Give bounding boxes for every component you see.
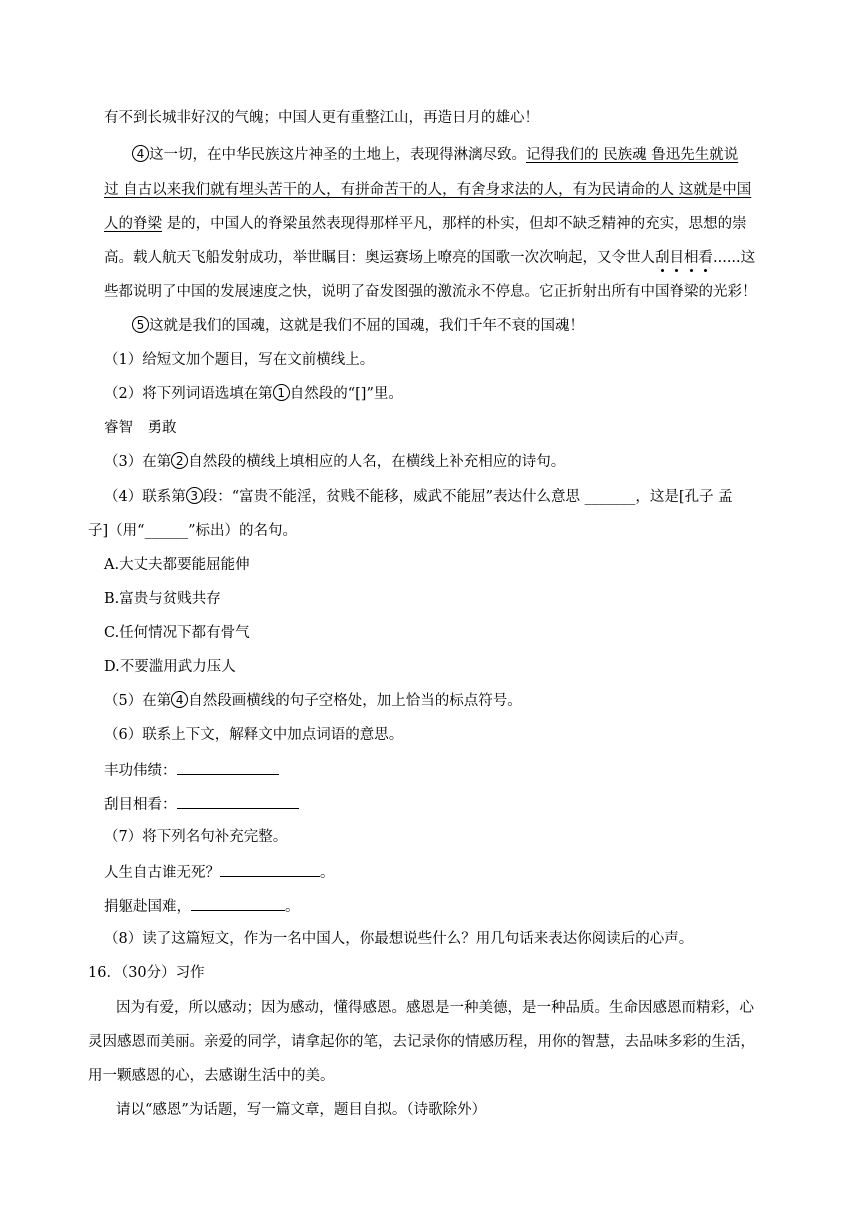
- option-c: [104, 623, 250, 643]
- word-list: 睿智 勇敢: [104, 420, 177, 436]
- circled-number: 4: [132, 145, 149, 162]
- punctuation: 。: [285, 899, 300, 915]
- dotted-char: 刮: [655, 250, 670, 266]
- dotted-char: 目: [669, 250, 684, 266]
- dotted-char: 看: [698, 250, 713, 266]
- question-text: （3）在第: [104, 454, 172, 470]
- circled-number: 3: [186, 487, 203, 504]
- answer-blank[interactable]: [220, 861, 320, 877]
- circled-number: 2: [171, 452, 188, 469]
- question-2: [104, 384, 403, 404]
- question-text: 自然段画横线的句子空格处，加上恰当的标点符号。: [188, 693, 522, 709]
- circled-number: 1: [273, 384, 290, 401]
- passage-text: 些都说明了中国的发展速度之快，说明了奋发图强的激流永不停息。它正折射出所有中国脊梁的光彩！: [104, 284, 757, 300]
- prompt-text: 用一颗感恩的心，去感谢生活中的美。: [88, 1068, 335, 1084]
- question-text: 子]（用“______”标出）的名句。: [88, 523, 297, 539]
- question-4-cont: [88, 521, 297, 541]
- underlined-sentence: 过 自古以来我们就有埋头苦干的人，有拼命苦干的人，有舍身求法的人，有为民请命的人 这就是中国: [104, 182, 752, 198]
- passage-text: 有不到长城非好汉的气魄；中国人更有重整江山，再造日月的雄心！: [104, 110, 539, 126]
- question-text: （4）联系第: [104, 489, 186, 505]
- dotted-char: 相: [684, 250, 699, 266]
- option-text: C.任何情况下都有骨气: [104, 625, 250, 641]
- punctuation: 。: [320, 865, 335, 881]
- question-16-heading: [88, 963, 205, 983]
- essay-instruction: [116, 1100, 486, 1120]
- question-4: [104, 487, 733, 507]
- essay-prompt-line: [88, 1032, 755, 1052]
- essay-prompt-line: [116, 998, 754, 1018]
- paragraph-4-line-5: [104, 282, 757, 302]
- question-7-item-1: [104, 861, 335, 883]
- question-text: （7）将下列名句补充完整。: [104, 829, 288, 845]
- answer-blank[interactable]: [177, 793, 299, 809]
- question-6-item-2: [104, 793, 299, 815]
- prompt-text: 因为有爱，所以感动；因为感动，懂得感恩。感恩是一种美德，是一种品质。生命因感恩而精彩，心: [116, 1000, 754, 1016]
- paragraph-4-line-1: [132, 145, 778, 165]
- prompt-text: 灵因感恩而美丽。亲爱的同学，请拿起你的笔，去记录你的情感历程，用你的智慧，去品味多彩的生活，: [88, 1034, 755, 1050]
- answer-blank[interactable]: [177, 759, 279, 775]
- item-label: 捐躯赴国难，: [104, 899, 191, 915]
- item-label: 人生自古谁无死？: [104, 865, 220, 881]
- question-heading: 16．（30分）习作: [88, 965, 205, 981]
- question-8: [104, 929, 693, 949]
- passage-text: ......这: [713, 250, 756, 266]
- question-7-item-2: [104, 895, 300, 917]
- option-b: [104, 589, 221, 609]
- option-a: [104, 555, 250, 575]
- paragraph-4-line-4: [104, 248, 755, 268]
- passage-text: 这就是我们的国魂，这就是我们不屈的国魂，我们千年不衰的国魂！: [149, 318, 584, 334]
- essay-prompt-line: [88, 1066, 335, 1086]
- question-text: （5）在第: [104, 693, 172, 709]
- passage-text: 是的，中国人的脊梁虽然表现得那样平凡，那样的朴实，但却不缺乏精神的充实，思想的崇: [162, 216, 747, 232]
- prompt-text: 请以“感恩”为话题，写一篇文章，题目自拟。（诗歌除外）: [116, 1102, 487, 1118]
- passage-line: [104, 108, 539, 128]
- item-label: 丰功伟绩：: [104, 763, 177, 779]
- passage-text: 高。载人航天飞船发射成功，举世瞩目：奥运赛场上嘹亮的国歌一次次响起，又令世人: [104, 250, 655, 266]
- question-text: （8）读了这篇短文，作为一名中国人，你最想说些什么？用几句话来表达你阅读后的心声。: [104, 931, 694, 947]
- answer-blank[interactable]: [191, 895, 285, 911]
- question-5: [104, 691, 522, 711]
- paragraph-5: [132, 316, 584, 336]
- underlined-sentence: 人的脊梁: [104, 216, 162, 232]
- word-options: [104, 418, 177, 438]
- question-text: 自然段的横线上填相应的人名，在横线上补充相应的诗句。: [188, 454, 566, 470]
- question-1: [104, 350, 374, 370]
- option-text: B.富贵与贫贱共存: [104, 591, 221, 607]
- option-text: D.不要滥用武力压人: [104, 659, 236, 675]
- paragraph-4-line-3: [104, 214, 747, 234]
- question-text: 段：“富贵不能淫，贫贱不能移，威武不能屈”表达什么意思 _______，这是[孔子 孟: [202, 489, 733, 505]
- circled-number: 4: [171, 691, 188, 708]
- paragraph-4-line-2: [104, 180, 751, 200]
- option-text: A.大丈夫都要能屈能伸: [104, 557, 250, 573]
- question-text: （1）给短文加个题目，写在文前横线上。: [104, 352, 375, 368]
- question-text: （6）联系上下文，解释文中加点词语的意思。: [104, 727, 404, 743]
- item-label: 刮目相看：: [104, 797, 177, 813]
- passage-text: 这一切，在中华民族这片神圣的土地上，表现得淋漓尽致。: [149, 147, 526, 163]
- question-6: [104, 725, 403, 745]
- question-6-item-1: [104, 759, 279, 781]
- question-3: [104, 452, 565, 472]
- question-text: （2）将下列词语选填在第: [104, 386, 273, 402]
- question-text: 自然段的“[]”里。: [289, 386, 403, 402]
- circled-number: 5: [132, 316, 149, 333]
- option-d: [104, 657, 236, 677]
- underlined-sentence: 记得我们的 民族魂 鲁迅先生就说: [526, 147, 739, 163]
- question-7: [104, 827, 287, 847]
